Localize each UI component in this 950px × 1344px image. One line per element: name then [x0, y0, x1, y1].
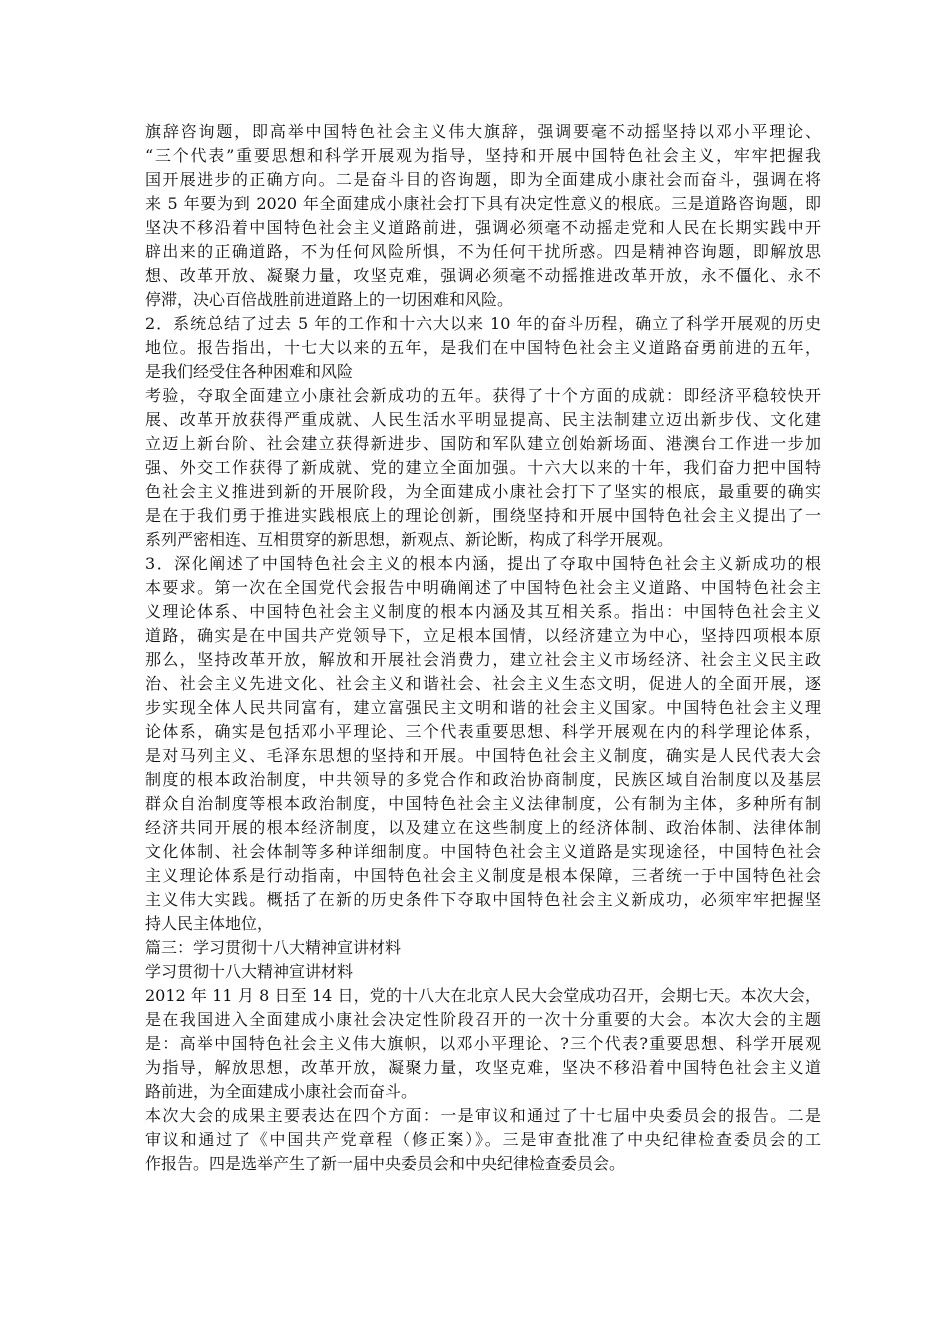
text-line: 是对马列主义、毛泽东思想的坚持和开展。中国特色社会主义制度，确实是人民代表大会 [145, 746, 821, 765]
text-line: 是：高举中国特色社会主义伟大旗帜，以邓小平理论、?三个代表?重要思想、科学开展观 [145, 1034, 821, 1053]
text-line: 文化体制、社会体制等多种详细制度。中国特色社会主义道路是实现途径，中国特色社会 [145, 842, 821, 861]
text-line: 经济共同开展的根本经济制度，以及建立在这些制度上的经济体制、政治体制、法律体制 [145, 818, 821, 837]
text-line: 义理论体系、中国特色社会主义制度的根本内涵及其互相关系。指出：中国特色社会主义 [145, 602, 821, 621]
text-line: 主义理论体系是行动指南，中国特色社会主义制度是根本保障，三者统一于中国特色社会 [145, 866, 821, 885]
text-line: 是在我国进入全面建成小康社会决定性阶段召开的一次十分重要的大会。本次大会的主题 [145, 1010, 821, 1029]
text-line: “三个代表”重要思想和科学开展观为指导，坚持和开展中国特色社会主义，牢牢把握我 [145, 146, 821, 165]
text-line: 停滞，决心百倍战胜前进道路上的一切困难和风险。 [145, 290, 514, 309]
text-line: 是我们经受住各种困难和风险 [145, 362, 354, 381]
text-line: 3．深化阐述了中国特色社会主义的根本内涵，提出了夺取中国特色社会主义新成功的根 [145, 554, 821, 573]
text-line: 想、改革开放、凝聚力量，攻坚克难，强调必须毫不动摇推进改革开放，永不僵化、永不 [145, 266, 821, 285]
text-line: 2．系统总结了过去 5 年的工作和十六大以来 10 年的奋斗历程，确立了科学开展观的历史 [145, 314, 821, 333]
text-line: 展、改革开放获得严重成就、人民生活水平明显提高、民主法制建立迈出新步伐、文化建 [145, 410, 821, 429]
text-line: 作报告。四是选举产生了新一届中央委员会和中央纪律检查委员会。 [145, 1154, 626, 1173]
text-line: 坚决不移沿着中国特色社会主义道路前进，强调必须毫不动摇走党和人民在长期实践中开 [145, 218, 821, 237]
text-line: 是在于我们勇于推进实践根底上的理论创新，围绕坚持和开展中国特色社会主义提出了一 [145, 506, 821, 525]
text-line: 学习贯彻十八大精神宣讲材料 [145, 962, 354, 981]
text-line: 群众自治制度等根本政治制度，中国特色社会主义法律制度，公有制为主体，多种所有制 [145, 794, 821, 813]
text-line: 论体系，确实是包括邓小平理论、三个代表重要思想、科学开展观在内的科学理论体系， [145, 722, 821, 741]
text-line: 本要求。第一次在全国党代会报告中明确阐述了中国特色社会主义道路、中国特色社会主 [145, 578, 821, 597]
text-line: 治、社会主义先进文化、社会主义和谐社会、社会主义生态文明，促进人的全面开展，逐 [145, 674, 821, 693]
text-line: 篇三：学习贯彻十八大精神宣讲材料 [145, 938, 402, 957]
text-line: 路前进，为全面建成小康社会而奋斗。 [145, 1082, 418, 1101]
document-body [145, 120, 821, 1176]
text-line: 系列严密相连、互相贯穿的新思想，新观点、新论断，构成了科学开展观。 [145, 530, 674, 549]
text-line: 辟出来的正确道路，不为任何风险所惧，不为任何干扰所惑。四是精神咨询题，即解放思 [145, 242, 821, 261]
text-line: 审议和通过了《中国共产党章程（修正案）》。三是审查批准了中央纪律检查委员会的工 [145, 1130, 821, 1149]
text-line: 强、外交工作获得了新成就、党的建立全面加强。十六大以来的十年，我们奋力把中国特 [145, 458, 821, 477]
text-line: 来 5 年要为到 2020 年全面建成小康社会打下具有决定性意义的根底。三是道路咨询题，即 [145, 194, 821, 213]
text-line: 主义伟大实践。概括了在新的历史条件下夺取中国特色社会主义新成功，必须牢牢把握坚 [145, 890, 821, 909]
text-line: 那么，坚持改革开放，解放和开展社会消费力，建立社会主义市场经济、社会主义民主政 [145, 650, 821, 669]
text-line: 2012 年 11 月 8 日至 14 日，党的十八大在北京人民大会堂成功召开，会期七天。本次大会， [145, 986, 821, 1005]
text-line: 考验，夺取全面建立小康社会新成功的五年。获得了十个方面的成就：即经济平稳较快开 [145, 386, 821, 405]
text-line: 为指导，解放思想，改革开放，凝聚力量，攻坚克难，坚决不移沿着中国特色社会主义道 [145, 1058, 821, 1077]
text-line: 国开展进步的正确方向。二是奋斗目的咨询题，即为全面建成小康社会而奋斗，强调在将 [145, 170, 821, 189]
text-line: 道路，确实是在中国共产党领导下，立足根本国情，以经济建立为中心，坚持四项根本原 [145, 626, 821, 645]
text-line: 本次大会的成果主要表达在四个方面：一是审议和通过了十七届中央委员会的报告。二是 [145, 1106, 821, 1125]
text-line: 立迈上新台阶、社会建立获得新进步、国防和军队建立创始新场面、港澳台工作进一步加 [145, 434, 821, 453]
text-line: 步实现全体人民共同富有，建立富强民主文明和谐的社会主义国家。中国特色社会主义理 [145, 698, 821, 717]
text-line: 色社会主义推进到新的开展阶段，为全面建成小康社会打下了坚实的根底，最重要的确实 [145, 482, 821, 501]
text-line: 地位。报告指出，十七大以来的五年，是我们在中国特色社会主义道路奋勇前进的五年， [145, 338, 821, 357]
text-line: 制度的根本政治制度，中共领导的多党合作和政治协商制度，民族区域自治制度以及基层 [145, 770, 821, 789]
text-line: 持人民主体地位， [145, 914, 274, 933]
text-line: 旗辞咨询题，即高举中国特色社会主义伟大旗辞，强调要毫不动摇坚持以邓小平理论、 [145, 122, 821, 141]
